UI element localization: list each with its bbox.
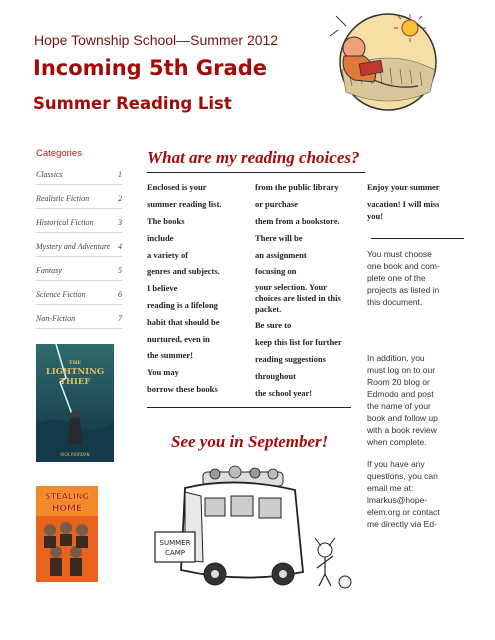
col1-line: The books: [147, 216, 185, 226]
note-paragraph-1: [367, 248, 440, 308]
note-line: If you have any: [367, 459, 425, 469]
col2-line: or purchase: [255, 199, 298, 209]
note-line: email me at:: [367, 483, 414, 493]
category-label: Non-Fiction: [36, 314, 76, 323]
category-item[interactable]: [36, 314, 122, 338]
category-label: Mystery and Adventure: [36, 242, 111, 251]
category-item[interactable]: [36, 170, 122, 194]
book1-title-line3: THIEF: [59, 377, 91, 387]
col2-line: the school year!: [255, 388, 313, 398]
closing-heading: See you in September!: [171, 432, 329, 451]
col1-line: include: [147, 233, 174, 243]
note-line: with a book review: [367, 425, 437, 435]
category-item[interactable]: [36, 242, 122, 266]
book1-title-line2: LIGHTNING: [45, 367, 105, 377]
note-line: In addition, you: [367, 353, 425, 363]
note-paragraph-2: [367, 352, 438, 448]
col3-line: vacation! I will miss: [367, 199, 440, 209]
category-label: Classics: [36, 170, 63, 179]
note-line: projects as listed in: [367, 285, 440, 295]
note-line: the name of your: [367, 401, 431, 411]
category-page: 3: [118, 218, 122, 227]
col2-line: focusing on: [255, 266, 297, 276]
category-item[interactable]: [36, 290, 122, 314]
col1-line: the summer!: [147, 350, 194, 360]
note-line: Edmodo and post: [367, 389, 434, 399]
note-paragraph-3: [367, 458, 440, 530]
text-column-1: [147, 182, 245, 392]
heading-divider: [147, 172, 365, 173]
category-page: 1: [118, 170, 122, 179]
note-line: this document.: [367, 297, 423, 307]
bus-sign-line1: SUMMER: [159, 539, 191, 547]
book1-title-line1: THE: [68, 360, 82, 366]
col2-line: them from a bookstore.: [255, 216, 340, 226]
col2-line: your selection. Your: [255, 282, 328, 292]
col2-line: from the public library: [255, 182, 339, 192]
note-line: book and follow up: [367, 413, 438, 423]
col1-line: genres and subjects.: [147, 266, 220, 276]
col2-line: choices are listed in this: [255, 293, 341, 303]
text-column-2: [255, 182, 360, 398]
category-item[interactable]: [36, 194, 122, 218]
bus-sign-line2: CAMP: [165, 549, 185, 557]
note-line: me directly via Ed-: [367, 519, 437, 529]
category-label: Fantasy: [36, 266, 62, 275]
col1-line: You may: [147, 367, 179, 377]
book1-author: RICK RIORDAN: [60, 452, 90, 457]
category-label: Historical Fiction: [36, 218, 94, 227]
category-page: 7: [118, 314, 122, 323]
categories-heading: Categories: [36, 148, 82, 159]
note-line: Room 20 blog or: [367, 377, 430, 387]
reading-choices-heading: What are my reading choices?: [147, 148, 360, 167]
col1-line: habit that should be: [147, 317, 220, 327]
col1-line: summer reading list.: [147, 199, 222, 209]
summer-reading-illustration: [318, 6, 446, 128]
col2-line: packet.: [255, 304, 282, 314]
col2-line: reading suggestions: [255, 354, 326, 364]
col2-line: an assignment: [255, 250, 307, 260]
category-label: Science Fiction: [36, 290, 86, 299]
col3-line: you!: [367, 211, 384, 221]
col1-line: a variety of: [147, 250, 189, 260]
col2-line: throughout: [255, 371, 296, 381]
col1-line: borrow these books: [147, 384, 218, 394]
category-page: 4: [118, 242, 122, 251]
categories-list: [36, 170, 122, 338]
col1-line: I believe: [147, 283, 178, 293]
col2-line: Be sure to: [255, 320, 292, 330]
category-page: 6: [118, 290, 122, 299]
text-column-3: [367, 182, 467, 222]
col1-line: Enclosed is your: [147, 182, 207, 192]
note-line: one book and com-: [367, 261, 440, 271]
stealing-home-cover: [36, 486, 98, 582]
note-line: must log on to our: [367, 365, 436, 375]
lightning-thief-cover: [36, 344, 114, 462]
category-item[interactable]: [36, 266, 122, 290]
school-line: Hope Township School—Summer 2012: [34, 32, 279, 48]
note-line: lmarkus@hope-: [367, 495, 428, 505]
book2-title-line1: STEALING: [44, 492, 90, 501]
note-line: You must choose: [367, 249, 432, 259]
book2-title-line2: HOME: [51, 504, 83, 514]
note-line: when complete.: [367, 437, 427, 447]
col3-line: Enjoy your summer: [367, 182, 440, 192]
note-line: questions, you can: [367, 471, 438, 481]
col1-line: nurtured, even in: [147, 334, 210, 344]
summer-camp-bus-illustration: [145, 462, 365, 597]
category-page: 2: [118, 194, 122, 203]
category-page: 5: [118, 266, 122, 275]
col1-line: reading is a lifelong: [147, 300, 218, 310]
note-line: elem.org or contact: [367, 507, 440, 517]
category-label: Realistic Fiction: [36, 194, 90, 203]
sidebar-divider: [371, 238, 464, 239]
closing-divider: [147, 407, 351, 408]
note-line: plete one of the: [367, 273, 426, 283]
col2-line: There will be: [255, 233, 303, 243]
page-subtitle: Summer Reading List: [33, 94, 232, 113]
category-item[interactable]: [36, 218, 122, 242]
col2-line: keep this list for further: [255, 337, 342, 347]
page-title: Incoming 5th Grade: [33, 56, 267, 80]
